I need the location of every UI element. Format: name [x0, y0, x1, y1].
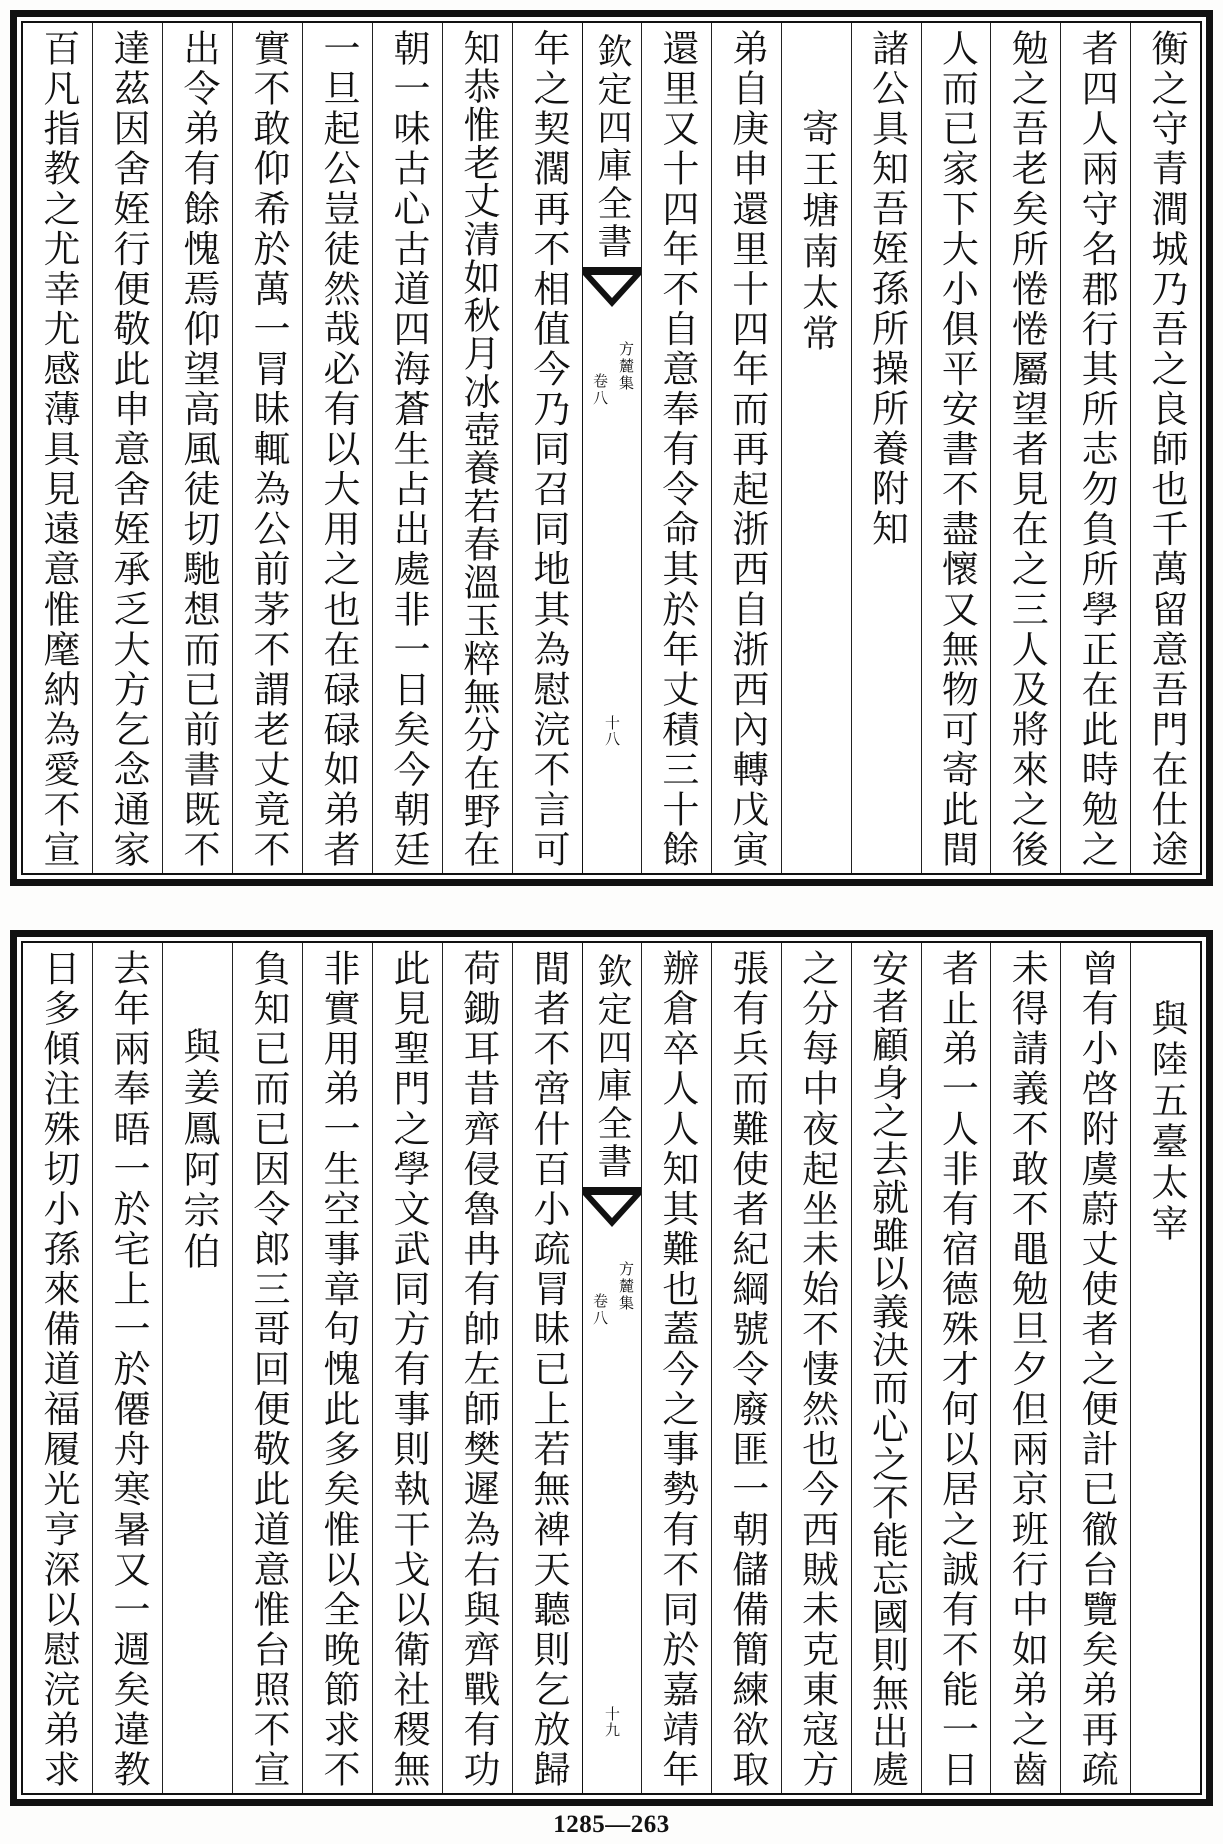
letter-heading-column	[1130, 943, 1200, 1793]
fishtail-bar	[583, 267, 641, 275]
upper-left-half	[23, 23, 582, 873]
text-column	[711, 23, 781, 873]
text-column	[711, 943, 781, 1793]
text-column	[442, 23, 512, 873]
collection-title: 欽定四庫全書	[592, 953, 632, 1181]
column-text: 者止弟一人非有宿德殊才何以居之誠有不能一日	[935, 949, 979, 1787]
letter-heading: 與姜鳳阿宗伯	[177, 1027, 220, 1273]
column-text: 張有兵而難使者紀綱號令廢匪一朝儲備簡練欲取	[725, 949, 769, 1787]
center-fold-column	[582, 943, 641, 1793]
fishtail-ornament	[583, 267, 641, 311]
lower-leaf	[10, 930, 1213, 1806]
lower-right-half	[641, 943, 1200, 1793]
fishtail-chevron	[583, 275, 641, 307]
text-column	[851, 23, 921, 873]
text-column	[990, 23, 1060, 873]
column-text: 弟自庚申還里十四年而再起浙西自浙西內轉戊寅	[725, 29, 769, 867]
page-code: 1285—263	[553, 1811, 670, 1838]
text-column	[302, 23, 372, 873]
text-column	[92, 23, 162, 873]
text-column	[23, 943, 92, 1793]
letter-heading: 寄王塘南太常	[795, 109, 839, 355]
column-text: 衡之守青澗城乃吾之良師也千萬留意吾門在仕途	[1145, 29, 1188, 867]
column-text: 一旦起公豈徒然哉必有以大用之也在碌碌如弟者	[317, 29, 360, 867]
upper-leaf-body	[23, 23, 1200, 873]
text-column	[641, 23, 711, 873]
text-column	[851, 943, 921, 1793]
column-text: 知恭惟老丈清如秋月冰壺養若春溫玉粹無分在野在	[457, 29, 500, 867]
column-text: 年之契濶再不相值今乃同召同地其為慰浣不言可	[527, 29, 570, 867]
column-text: 未得請義不敢不黽勉旦夕但兩京班行中如弟之齒	[1005, 949, 1049, 1787]
text-column	[23, 23, 92, 873]
lower-left-half	[23, 943, 582, 1793]
volume-label: 卷八	[591, 1293, 609, 1327]
letter-heading-column	[781, 23, 851, 873]
text-column	[302, 943, 372, 1793]
column-text: 辦倉卒人人知其難也蓋今之事勢有不同於嘉靖年	[655, 949, 699, 1787]
text-column	[232, 943, 302, 1793]
column-text: 達茲因舍姪行便敬此申意舍姪承乏大方乞念通家	[107, 29, 150, 867]
collection-title: 欽定四庫全書	[592, 33, 632, 261]
center-fold-column	[582, 23, 641, 873]
column-text: 者四人兩守名郡行其所志勿負所學正在此時勉之	[1075, 29, 1119, 867]
column-text: 去年兩奉晤一於宅上一於僊舟寒暑又一週矣違教	[107, 949, 150, 1787]
column-text: 勉之吾老矣所惓惓屬望者見在之三人及將來之後	[1005, 29, 1049, 867]
text-column	[641, 943, 711, 1793]
letter-heading-column	[162, 943, 232, 1793]
column-text: 諸公具知吾姪孫所操所養附知	[865, 29, 909, 549]
column-text: 還里又十四年不自意奉有令命其於年丈積三十餘	[655, 29, 699, 867]
lower-leaf-body	[23, 943, 1200, 1793]
volume-label: 卷八	[591, 373, 609, 407]
upper-leaf-frame	[21, 21, 1202, 875]
column-text: 實不敢仰希於萬一冐昧輒為公前茅不謂老丈竟不	[247, 29, 290, 867]
text-column	[1060, 943, 1130, 1793]
text-column	[781, 943, 851, 1793]
column-text: 日多傾注殊切小孫來備道福履光亨深以慰浣弟求	[37, 949, 80, 1787]
text-column	[162, 23, 232, 873]
column-text: 出令弟有餘愧焉仰望高風徒切馳想而已前書既不	[177, 29, 220, 867]
text-column	[1060, 23, 1130, 873]
column-text: 百凡指教之尤幸尤感薄具見遠意惟麾納為愛不宣	[37, 29, 80, 867]
column-text: 間者不啻什百小疏冐昧已上若無裨天聽則乞放歸	[527, 949, 570, 1787]
text-column	[921, 943, 991, 1793]
column-text: 曾有小啓附虞蔚丈使者之便計已徹台覽矣弟再疏	[1075, 949, 1119, 1787]
book-title: 方麓集	[617, 1261, 635, 1312]
fishtail-chevron	[583, 1195, 641, 1227]
text-column	[92, 943, 162, 1793]
column-text: 此見聖門之學文武同方有事則執干戈以衛社稷無	[387, 949, 430, 1787]
upper-right-half	[641, 23, 1200, 873]
text-column	[372, 23, 442, 873]
column-text: 朝一味古心古道四海蒼生占出處非一日矣今朝廷	[387, 29, 430, 867]
text-column	[512, 23, 582, 873]
leaf-number: 十八	[603, 715, 621, 747]
column-text: 人而已家下大小俱平安書不盡懷又無物可寄此間	[935, 29, 979, 867]
column-text: 荷鋤耳昔齊侵魯冉有帥左師樊遲為右與齊戰有功	[457, 949, 500, 1787]
text-column	[372, 943, 442, 1793]
fishtail-ornament	[583, 1187, 641, 1231]
text-column	[990, 943, 1060, 1793]
text-column	[232, 23, 302, 873]
text-column	[512, 943, 582, 1793]
column-text: 安者顧身之去就雖以義決而心之不能忘國則無出處	[865, 949, 909, 1787]
column-text: 之分每中夜起坐未始不悽然也今西賊未克東寇方	[795, 949, 839, 1787]
book-title: 方麓集	[617, 341, 635, 392]
column-text: 負知已而已因令郎三哥回便敬此道意惟台照不宣	[247, 949, 290, 1787]
column-text: 非實用弟一生空事章句愧此多矣惟以全晚節求不	[317, 949, 360, 1787]
leaf-number: 十九	[603, 1706, 621, 1738]
text-column	[442, 943, 512, 1793]
lower-leaf-frame	[21, 941, 1202, 1795]
upper-leaf	[10, 10, 1213, 886]
letter-heading: 與陸五臺太宰	[1145, 999, 1188, 1245]
text-column	[1130, 23, 1200, 873]
fishtail-bar	[583, 1187, 641, 1195]
text-column	[921, 23, 991, 873]
